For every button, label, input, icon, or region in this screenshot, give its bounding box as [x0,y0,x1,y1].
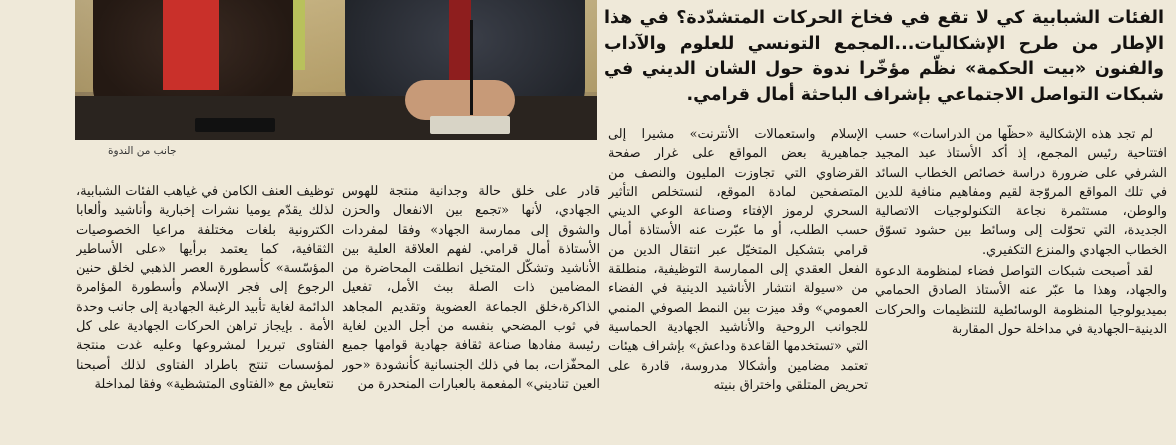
paragraph: الإسلام واستعمالات الأنترنت» مشيرا إلى جماهيرية بعض المواقع على غرار صفحة القرضاوي التي تجاوزت المليون والنصف من المتصفحين لمادة الموقع، لنستخلص التأثير السحري لرموز الإفتاء وصناعة الوعي الديني حسب الطلب، أو ما عبّرت عنه الأستاذة أمال قرامي بتشكيل المتخيّل عبر انتقال الدين من الفعل العقدي إلى الممارسة التوظيفية، منطلقة من «سيولة انتشار الأناشيد الدينية في الفضاء العمومي» وقد ميزت بين النمط الصوفي المنمي للجوانب الروحية والأناشيد الجهادية الحماسية التي «تستخدمها القاعدة وداعش» بإشراف هيئات تعتمد مضامين وأشكالا مدروسة، قادرة على تحريض المتلقي واختراق بنيته [608,127,868,393]
photo-caption: جانب من الندوة [108,145,177,157]
photo-red-scarf [163,0,219,90]
photo-book [195,118,275,132]
paragraph: قادر على خلق حالة وجدانية منتجة للهوس الجهادي، لأنها «تجمع بين الانفعال والحزن والشوق إلى ممارسة الجهاد» وفقا لمفردات الأستاذة أمال قرامي. لفهم العلاقة العلية بين الأناشيد وتشكّل المتخيل انطلقت المحاضرة من المضامين ذات الصلة ببث الأمل، تفعيل الذاكرة،خلق الجماعة العضوية وتقديم المجاهد في ثوب المضحي بنفسه من أجل الدين لغاية رئيسة مفادها صناعة ثقافة جهادية قوامها جميع المحفّزات، بما في ذلك الجنسانية كأنشودة «حور العين تناديني» المفعمة بالعبارات المنحدرة من [342,184,600,392]
article-column-3 [342,182,600,445]
paragraph: لم تجد هذه الإشكالية «حظّها من الدراسات» حسب افتتاحية رئيس المجمع، إذ أكد الأستاذ عبد المجيد الشرفي على ضرورة دراسة خصائص الخطاب السائد في تلك المواقع المروّجة لقيم ومفاهيم منافية للدين والوطن، مستثمرة نجاعة التكنولوجيات الاتصالية الجديدة، التي تحوّلت إلى وسائط بين حشود تسوّق الخطاب الجهادي والمنزع التكفيري. [875,127,1167,258]
article-column-1 [875,125,1167,445]
article-column-2 [608,125,868,445]
photo-red-tie [449,0,471,80]
photo-table [75,96,597,140]
article-intro: الفئات الشبابية كي لا تقع في فخاخ الحركات المتشدّدة؟ في هذا الإطار من طرح الإشكاليات...المجمع التونسي للعلوم والآداب والفنون «بيت الحكمة» نظّم مؤخّرا ندوة حول الشان الديني في شبكات التواصل الاجتماعي بإشراف الباحثة أمال قرامي. [604,8,1164,105]
photo-hands [405,80,515,120]
photo-microphone [470,20,473,115]
seminar-photo [75,0,597,140]
paragraph: لقد أصبحت شبكات التواصل فضاء لمنظومة الدعوة والجهاد، وهذا ما عبّر عنه الأستاذ الصادق الحمامي بميديولوجيا المنظومة الوسائطية للتنظيمات والحركات الدينية–الجهادية في مداخلة حول المقاربة [875,264,1167,337]
photo-microphone-base [430,116,510,134]
paragraph: توظيف العنف الكامن في غياهب الفئات الشبابية، لذلك يقدّم يوميا نشرات إخبارية وأناشيد وألعابا الكترونية بلغات مختلفة مراعيا الخصوصيات الثقافية، كما يعتمد برأيها «على الأساطير المؤسّسة» كأسطورة العصر الذهبي لخلق حنين الرجوع إلى فجر الإسلام وأسطورة المؤامرة الدائمة لغاية تأبيد الرغبة الجهادية إلى جانب وحدة الأمة . بإيجاز تراهن الحركات الجهادية على كل الفتاوى تبريرا لمشروعها وعليه غدت منتجة لمؤسسات تنتج باطراد الفتاوى لذلك أصبحنا نتعايش مع «الفتاوى المتشظية» وفقا لمداخلة [76,184,334,392]
article-column-4 [76,182,334,445]
